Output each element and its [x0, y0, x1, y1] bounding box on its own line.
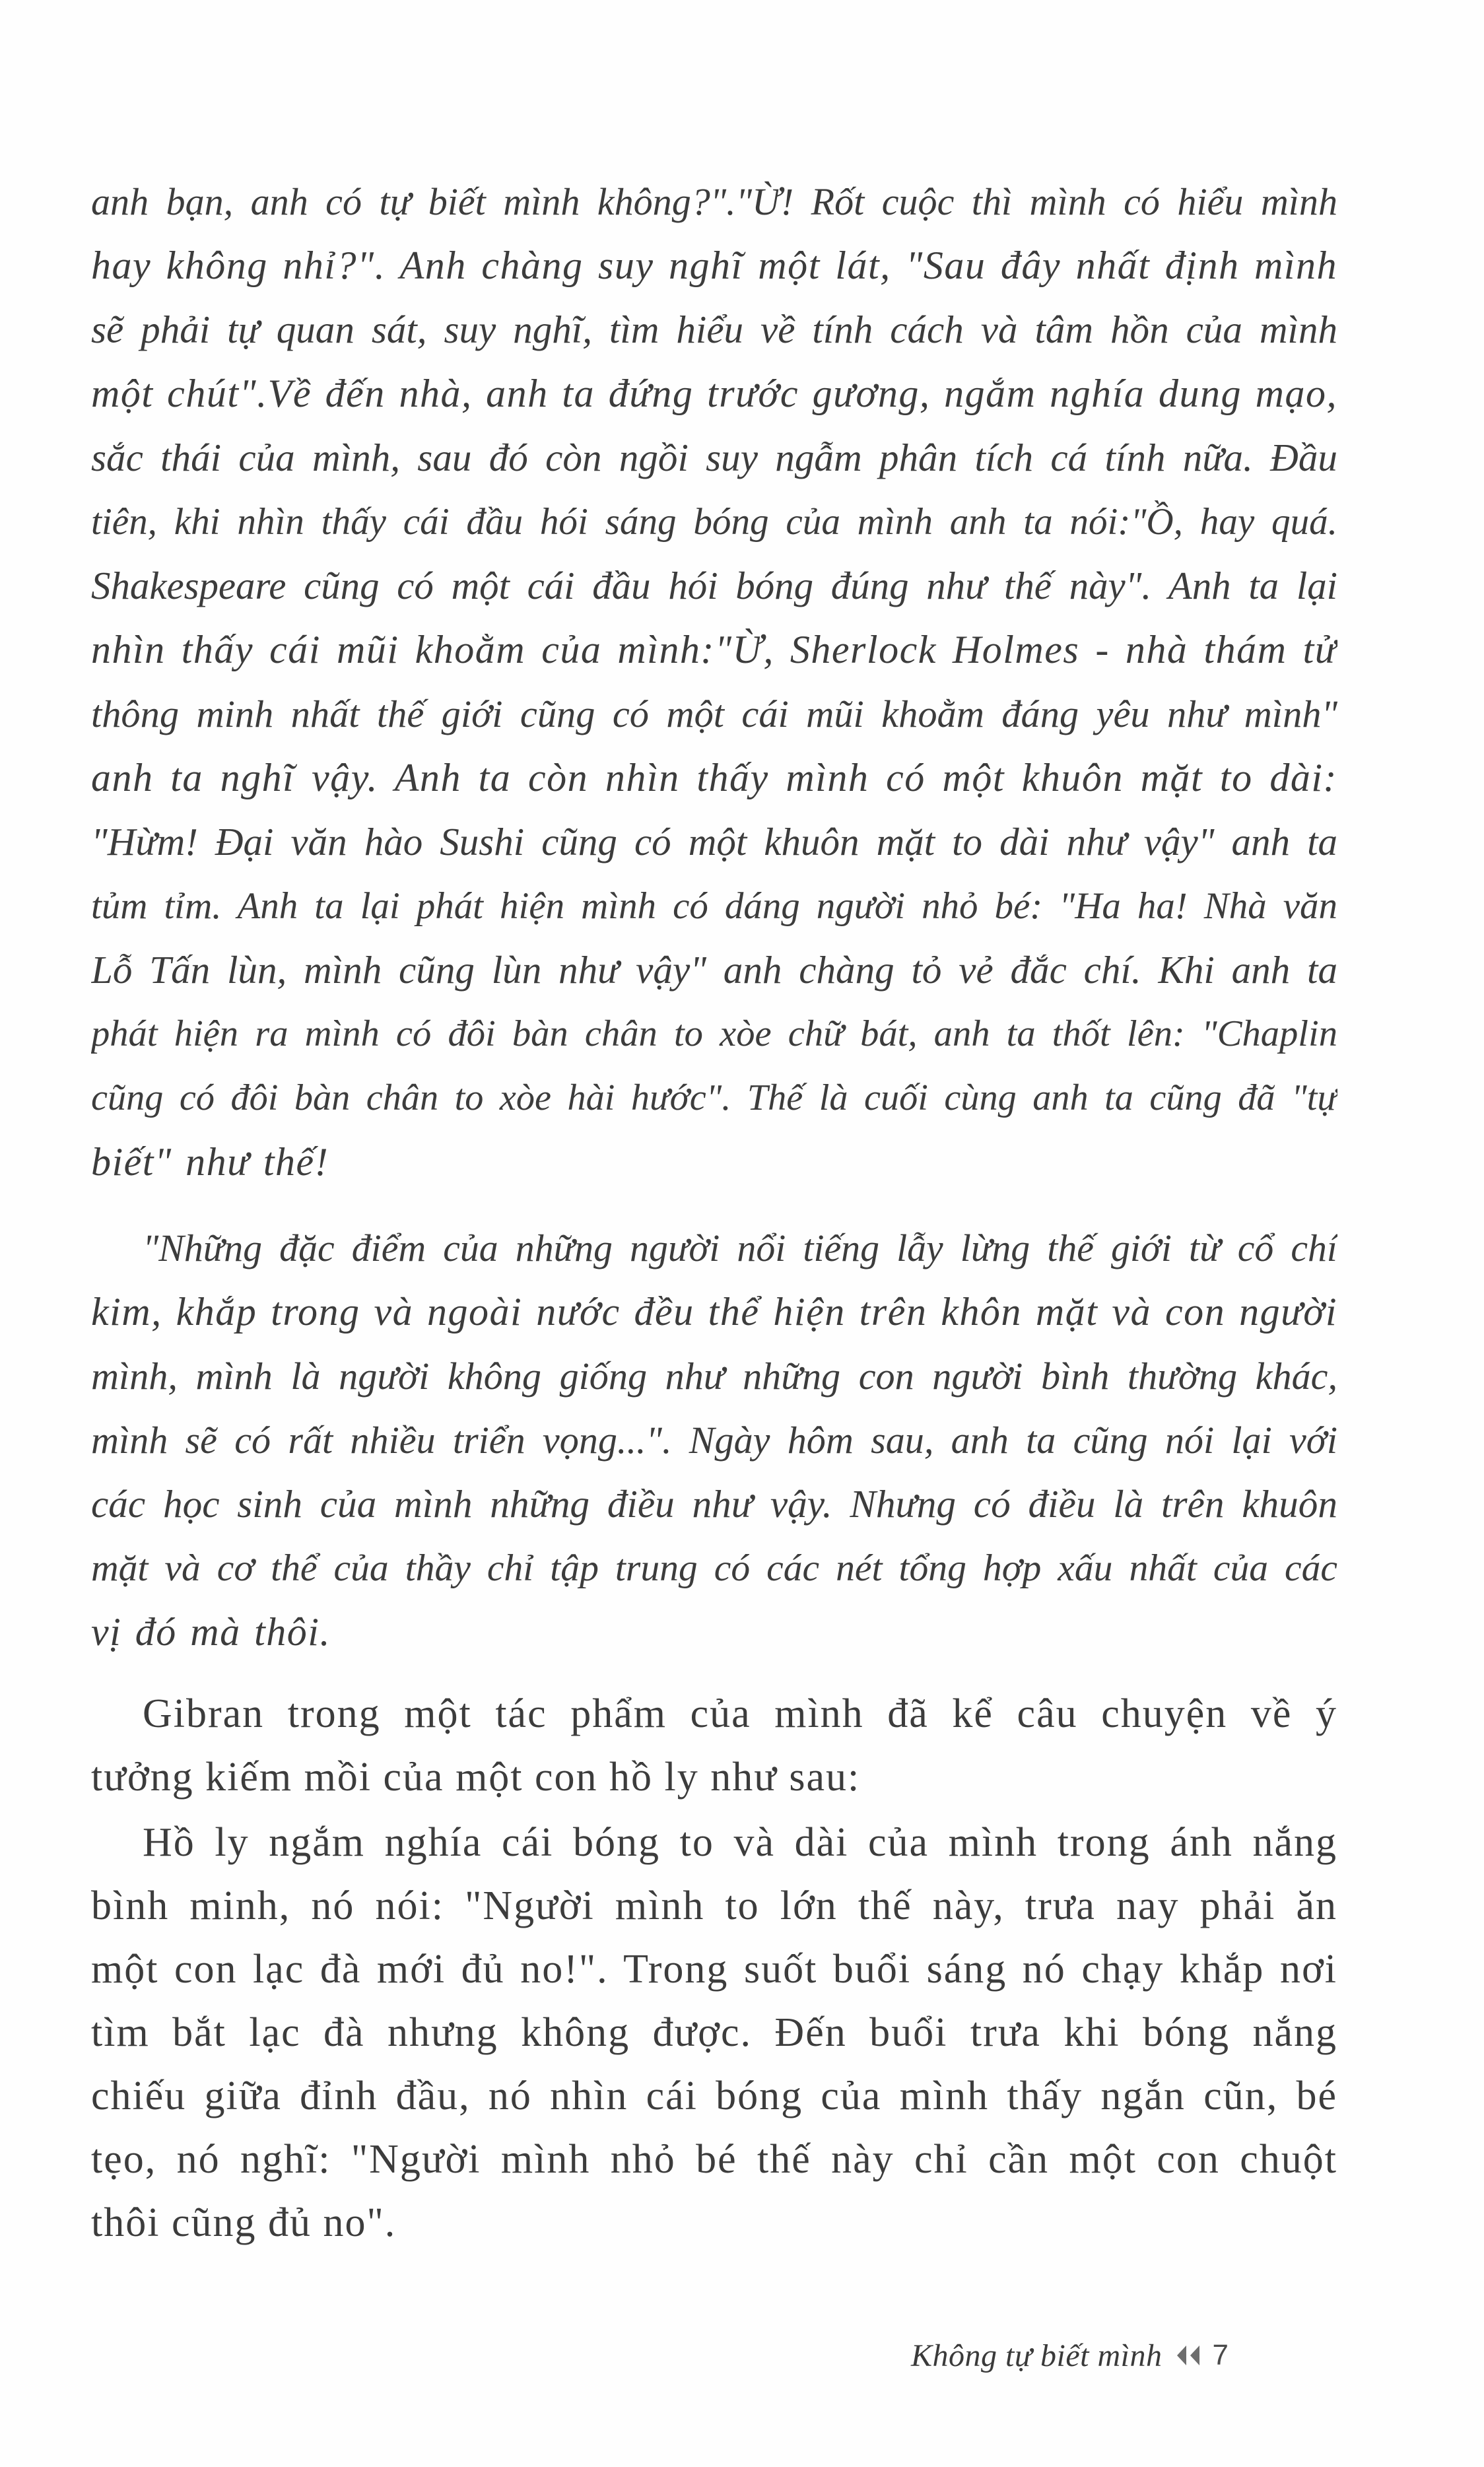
text-line: "Hừm! Đại văn hào Sushi cũng có một khuôn mặt to dài như vậy" anh ta — [91, 820, 1337, 863]
text-line: vị đó mà thôi. — [91, 1610, 331, 1654]
text-line: thông minh nhất thế giới cũng có một cái mũi khoằm đáng yêu như mình" — [91, 693, 1337, 735]
paragraph-3 — [91, 1682, 1337, 1809]
page-number: 7 — [1212, 2339, 1229, 2371]
double-left-triangle-icon — [1177, 2346, 1199, 2365]
text-line: hay không nhỉ?". Anh chàng suy nghĩ một lát, "Sau đây nhất định mình — [91, 244, 1337, 287]
text-line: chiếu giữa đỉnh đầu, nó nhìn cái bóng của mình thấy ngắn cũn, bé — [91, 2074, 1337, 2118]
paragraph-2 — [91, 1216, 1337, 1664]
text-line: tưởng kiếm mồi của một con hồ ly như sau: — [91, 1755, 861, 1800]
paragraph-1 — [91, 170, 1337, 1194]
text-line: sắc thái của mình, sau đó còn ngồi suy ngẫm phân tích cá tính nữa. Đầu — [91, 436, 1337, 479]
left-triangle-icon — [1190, 2346, 1199, 2365]
text-line: một chút".Về đến nhà, anh ta đứng trước gương, ngắm nghía dung mạo, — [91, 372, 1337, 415]
text-line: mình sẽ có rất nhiều triển vọng...". Ngày hôm sau, anh ta cũng nói lại với — [91, 1419, 1337, 1462]
text-line: anh ta nghĩ vậy. Anh ta còn nhìn thấy mình có một khuôn mặt to dài: — [91, 756, 1337, 799]
text-line: một con lạc đà mới đủ no!". Trong suốt buổi sáng nó chạy khắp nơi — [91, 1947, 1337, 1992]
text-line: mặt và cơ thể của thầy chỉ tập trung có các nét tổng hợp xấu nhất của các — [91, 1547, 1337, 1589]
text-line: tủm tỉm. Anh ta lại phát hiện mình có dáng người nhỏ bé: "Ha ha! Nhà văn — [91, 885, 1337, 927]
text-line: tẹo, nó nghĩ: "Người mình nhỏ bé thế này chỉ cần một con chuột — [91, 2137, 1337, 2182]
text-line: tìm bắt lạc đà nhưng không được. Đến buổi trưa khi bóng nắng — [91, 2010, 1337, 2055]
text-line: sẽ phải tự quan sát, suy nghĩ, tìm hiểu về tính cách và tâm hồn của mình — [91, 308, 1337, 351]
text-line: mình, mình là người không giống như những con người bình thường khác, — [91, 1355, 1337, 1398]
text-line: Shakespeare cũng có một cái đầu hói bóng đúng như thế này". Anh ta lại — [91, 564, 1337, 607]
paragraph-4 — [91, 1811, 1337, 2254]
text-line: "Những đặc điểm của những người nổi tiếng lẫy lừng thế giới từ cổ chí — [143, 1227, 1337, 1269]
text-line: Lỗ Tấn lùn, mình cũng lùn như vậy" anh chàng tỏ vẻ đắc chí. Khi anh ta — [91, 948, 1337, 992]
text-line: tiên, khi nhìn thấy cái đầu hói sáng bóng của mình anh ta nói:"Ồ, hay quá. — [91, 501, 1337, 543]
text-line: nhìn thấy cái mũi khoằm của mình:"Ừ, Sherlock Holmes - nhà thám tử — [91, 628, 1337, 671]
text-line: cũng có đôi bàn chân to xòe hài hước". Thế là cuối cùng anh ta cũng đã "tự — [91, 1077, 1337, 1118]
text-line: bình minh, nó nói: "Người mình to lớn thế này, trưa nay phải ăn — [91, 1883, 1337, 1928]
left-triangle-icon — [1177, 2346, 1186, 2365]
text-line: Hồ ly ngắm nghía cái bóng to và dài của mình trong ánh nắng — [143, 1820, 1337, 1865]
text-line: các học sinh của mình những điều như vậy. Nhưng có điều là trên khuôn — [91, 1482, 1337, 1526]
page-footer — [911, 2337, 1229, 2374]
text-line: kim, khắp trong và ngoài nước đều thể hiện trên khôn mặt và con người — [91, 1290, 1337, 1334]
running-title: Không tự biết mình — [911, 2338, 1163, 2373]
text-line: thôi cũng đủ no". — [91, 2200, 397, 2245]
text-line: biết" như thế! — [91, 1140, 329, 1184]
text-line: Gibran trong một tác phẩm của mình đã kể câu chuyện về ý — [143, 1691, 1337, 1736]
text-line: anh bạn, anh có tự biết mình không?"."Ừ! Rốt cuộc thì mình có hiểu mình — [91, 180, 1337, 223]
text-line: phát hiện ra mình có đôi bàn chân to xòe chữ bát, anh ta thốt lên: "Chaplin — [91, 1013, 1337, 1054]
